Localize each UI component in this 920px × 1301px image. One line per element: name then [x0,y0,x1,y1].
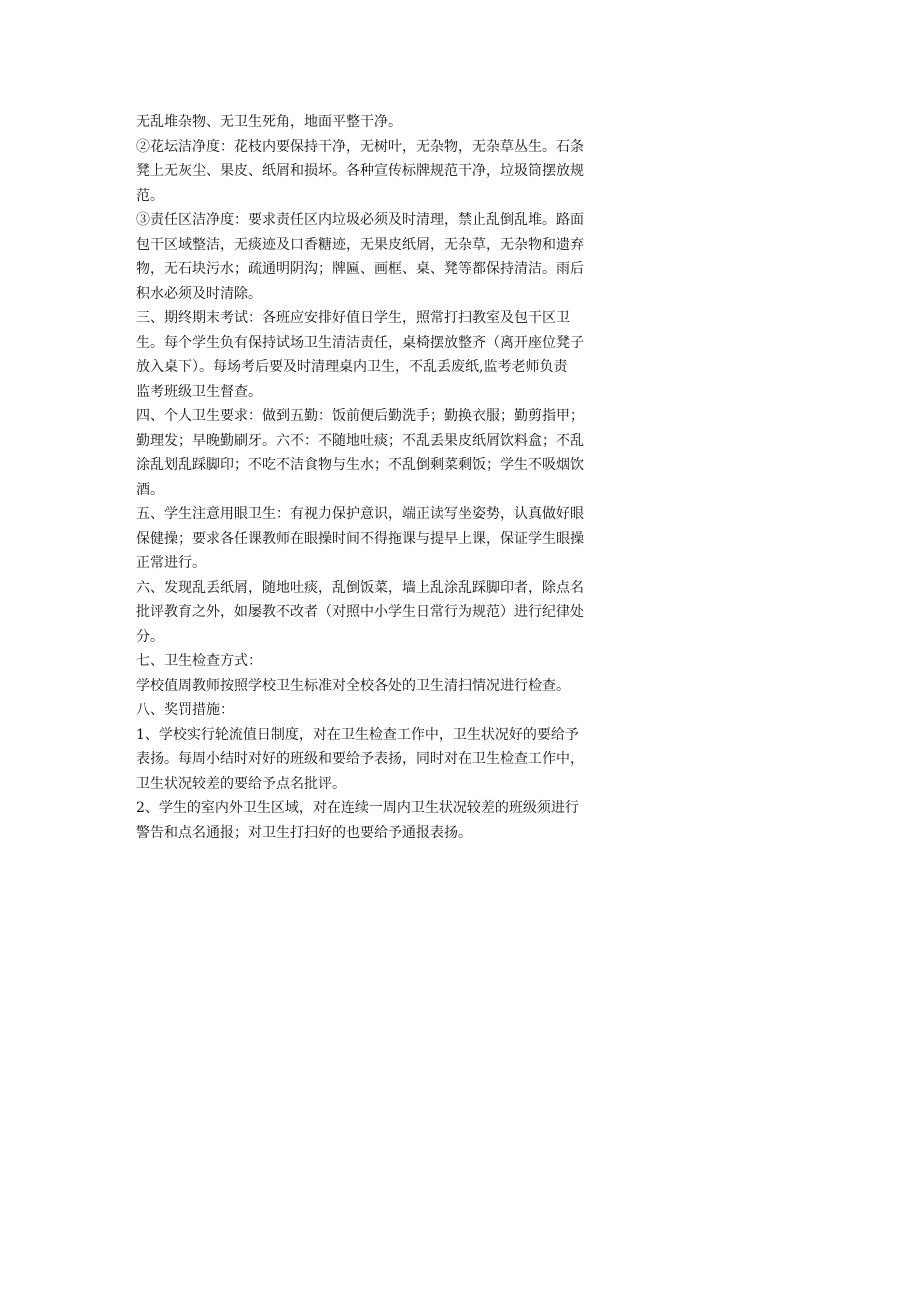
text-line: 分。 [136,628,164,645]
text-line: 涂乱划乱踩脚印；不吃不洁食物与生水；不乱倒剩菜剩饭；学生不吸烟饮 [136,457,584,473]
text-line: 范。 [136,187,164,204]
text-line: 三、期终期末考试：各班应安排好值日学生，照常打扫教室及包干区卫 [136,310,570,326]
text-line: 凳上无灰尘、果皮、纸屑和损坏。各种宣传标牌规范干净，垃圾筒摆放规 [136,163,584,179]
text-line: 包干区域整洁，无痰迹及口香糖迹，无果皮纸屑，无杂草，无杂物和遗弃 [136,236,584,253]
text-line: 生。每个学生负有保持试场卫生清洁责任，桌椅摆放整齐（离开座位凳子 [136,334,584,351]
text-line: 批评教育之外，如屡教不改者（对照中小学生日常行为规范）进行纪律处 [136,604,584,620]
text-line: 酒。 [136,481,164,498]
text-line: 放入桌下）。每场考后要及时清理桌内卫生，不乱丢废纸,监考老师负责 [136,359,568,375]
text-line: 物，无石块污水；疏通明阴沟；牌匾、画框、桌、凳等都保持清洁。雨后 [136,261,584,277]
text-line: ③责任区洁净度：要求责任区内垃圾必须及时清理，禁止乱倒乱堆。路面 [136,212,584,228]
text-line: 无乱堆杂物、无卫生死角，地面平整干净。 [136,114,402,130]
text-line: 警告和点名通报；对卫生打扫好的也要给予通报表扬。 [136,824,472,841]
text-line: 2、学生的室内外卫生区域，对在连续一周内卫生状况较差的班级须进行 [136,800,579,816]
text-line: 积水必须及时清除。 [136,285,262,302]
text-line: 八、奖罚措施： [136,702,234,718]
text-line: 1、学校实行轮流值日制度，对在卫生检查工作中，卫生状况好的要给予 [136,726,579,743]
text-line: 监考班级卫生督查。 [136,383,262,400]
document-body [136,110,636,845]
text-line: 六、发现乱丢纸屑，随地吐痰，乱倒饭菜，墙上乱涂乱踩脚印者，除点名 [136,579,584,596]
text-line: 学校值周教师按照学校卫生标准对全校各处的卫生清扫情况进行检查。 [136,677,570,694]
text-line: 四、个人卫生要求：做到五勤：饭前便后勤洗手；勤换衣服；勤剪指甲； [136,408,584,424]
text-line: 表扬。每周小结时对好的班级和要给予表扬，同时对在卫生检查工作中， [136,751,584,767]
text-line: 正常进行。 [136,555,206,571]
text-line: 卫生状况较差的要给予点名批评。 [136,775,346,792]
text-line: 保健操；要求各任课教师在眼操时间不得拖课与提早上课，保证学生眼操 [136,530,584,547]
text-line: 勤理发；早晚勤刷牙。六不：不随地吐痰；不乱丢果皮纸屑饮料盒；不乱 [136,432,584,449]
text-line: 七、卫生检查方式： [136,653,262,669]
text-line: 五、学生注意用眼卫生：有视力保护意识，端正读写坐姿势，认真做好眼 [136,506,584,522]
text-line: ②花坛洁净度：花枝内要保持干净，无树叶，无杂物，无杂草丛生。石条 [136,138,584,155]
